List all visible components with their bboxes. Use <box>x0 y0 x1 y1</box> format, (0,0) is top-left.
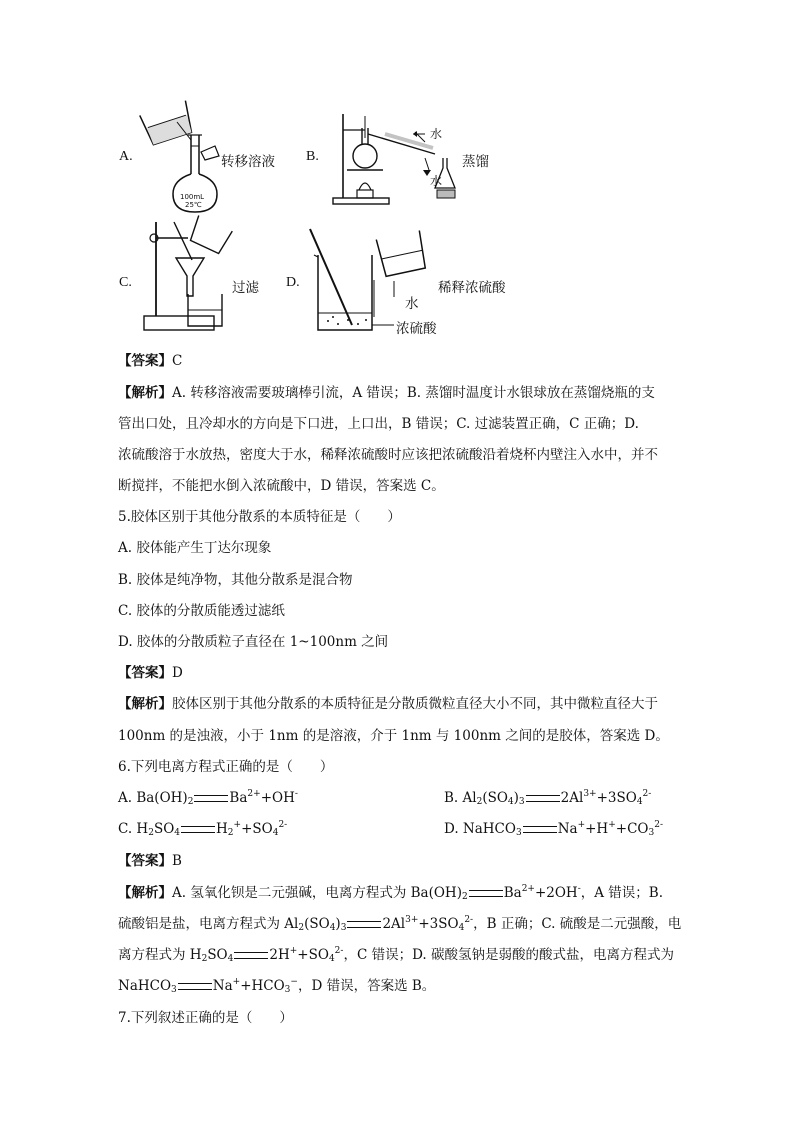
q5-analysis-line-1 <box>118 694 658 714</box>
q5-option-b: B. 胶体是纯净物，其他分散系是混合物 <box>118 572 353 588</box>
option-d-letter: D. <box>286 275 300 290</box>
q4-answer-line <box>118 351 182 371</box>
q5-answer-line <box>118 663 183 683</box>
option-a-letter: A. <box>119 149 133 164</box>
answer-tag: 【答案】 <box>118 665 172 681</box>
water-label: 水 <box>405 296 419 312</box>
filtration-apparatus-icon <box>140 218 235 338</box>
q5-option-d: D. 胶体的分散质粒子直径在 1~100nm 之间 <box>118 634 389 650</box>
flask-temp-label: 25℃ <box>185 201 202 209</box>
q6-analysis-line-1: 【解析】A. 氢氧化钡是二元强碱，电离方程式为 $Ba(OH)_2$ $Ba^{2+}+2OH^-$，A 错误；B. <box>118 884 664 902</box>
q4-answer-value: C <box>172 353 183 369</box>
caption-transfer-solution: 转移溶液 <box>221 154 275 170</box>
q5-stem: 5.胶体区别于其他分散系的本质特征是（ ） <box>118 509 401 525</box>
flask-volume-label: 100mL <box>180 193 205 201</box>
equals-sign <box>178 983 212 990</box>
equals-sign <box>523 826 557 833</box>
q7-stem: 7.下列叙述正确的是（ ） <box>118 1010 293 1026</box>
q6-analysis-line-2: 硫酸铝是盐，电离方程式为 $Al_2(SO_4)_3$ $2Al^{3+}+3SO_4^{2-}$，B 正确；C. 硫酸是二元强酸，电 <box>118 915 682 933</box>
equals-sign <box>469 890 503 897</box>
equals-sign <box>194 795 228 802</box>
caption-distillation: 蒸馏 <box>462 154 489 170</box>
q6-option-a: A. $Ba(OH)_2$ $Ba^{2+}+OH^-$ <box>118 789 298 807</box>
q6-analysis-line-3: 离方程式为 $H_2SO_4$ $2H^++SO_4^{2-}$，C 错误；D. 碳酸氢钠是弱酸的酸式盐，电离方程式为 <box>118 946 674 964</box>
q4-analysis-line-3: 浓硫酸溶于水放热，密度大于水，稀释浓硫酸时应该把浓硫酸沿着烧杯内壁注入水中，并不 <box>118 447 658 463</box>
analysis-tag: 【解析】 <box>118 885 172 901</box>
equals-sign <box>234 952 268 959</box>
analysis-tag: 【解析】 <box>118 385 172 401</box>
water-in-label: 水 <box>430 127 443 141</box>
q5-analysis-line-2: 100nm 的是浊液，小于 1nm 的是溶液，介于 1nm 与 100nm 之间的是胶体，答案选 D。 <box>118 728 669 744</box>
q4-analysis-line-1 <box>118 383 655 403</box>
q5-option-c: C. 胶体的分散质能透过滤纸 <box>118 603 285 619</box>
q6-option-c: C. $H_2SO_4$ $H_2^++SO_4^{2-}$ <box>118 820 288 838</box>
acid-label: 浓硫酸 <box>396 321 437 337</box>
equals-sign <box>181 826 215 833</box>
q6-answer-value: B <box>172 853 182 869</box>
analysis-tag: 【解析】 <box>118 696 172 712</box>
option-b-letter: B. <box>306 149 319 164</box>
q6-stem: 6.下列电离方程式正确的是（ ） <box>118 759 334 775</box>
equals-sign <box>347 921 381 928</box>
q5-analysis-text: 胶体区别于其他分散系的本质特征是分散质微粒直径大小不同，其中微粒直径大于 <box>172 696 658 712</box>
q5-option-a: A. 胶体能产生丁达尔现象 <box>118 540 272 556</box>
q5-answer-value: D <box>172 665 183 681</box>
q4-analysis-line-4: 断搅拌，不能把水倒入浓硫酸中，D 错误，答案选 C。 <box>118 478 445 494</box>
equals-sign <box>526 795 560 802</box>
caption-dilute-acid: 稀释浓硫酸 <box>438 280 506 296</box>
q4-analysis-text: A. 转移溶液需要玻璃棒引流，A 错误；B. 蒸馏时温度计水银球放在蒸馏烧瓶的支 <box>172 385 655 401</box>
answer-tag: 【答案】 <box>118 853 172 869</box>
q6-answer-line <box>118 851 182 871</box>
caption-filtration: 过滤 <box>232 280 259 296</box>
q6-option-b: B. $Al_2(SO_4)_3$ $2Al^{3+}+3SO_4^{2-}$ <box>444 789 652 807</box>
q4-analysis-line-2: 管出口处，且冷却水的方向是下口进，上口出，B 错误；C. 过滤装置正确，C 正确；D. <box>118 416 639 432</box>
option-c-letter: C. <box>119 275 132 290</box>
answer-tag: 【答案】 <box>118 353 172 369</box>
distillation-apparatus-icon <box>325 108 470 208</box>
q6-option-d: D. NaHCO$_3$ $Na^++H^++CO_3^{2-}$ <box>444 820 663 838</box>
water-out-label: 水 <box>430 174 443 188</box>
q6-analysis-line-4: NaHCO$_3$ $Na^++HCO_3^-$，D 错误，答案选 B。 <box>118 977 436 995</box>
